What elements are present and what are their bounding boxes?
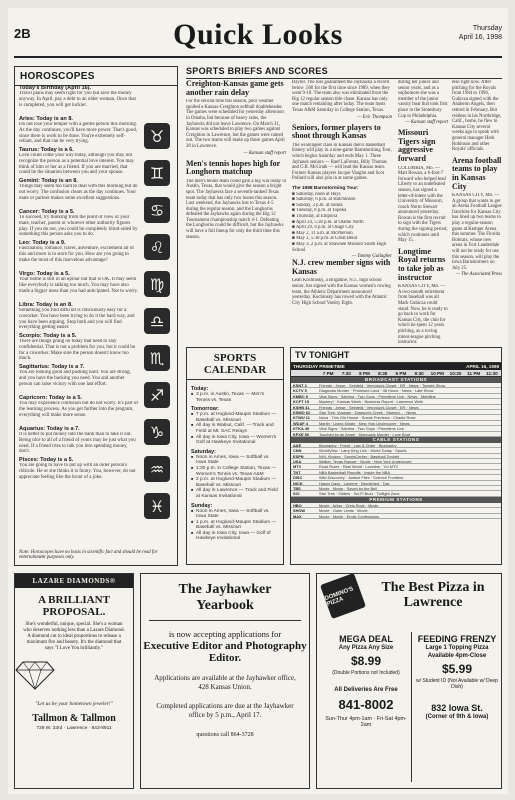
capricorn-icon: ♑: [144, 419, 170, 445]
story-byline: — Kansan staff report: [243, 150, 286, 156]
tv-section-broadcast: BROADCAST STATIONS: [291, 377, 501, 383]
tv-programs: Walker, Texas Ranger · Movie · New York Undercover: [319, 459, 412, 464]
horoscopes-note: Note: Horoscopes have no basis in scientific fact and should be read for entertainment purposes only.: [19, 549, 158, 561]
story-headline: Men's tennis hopes high for Longhorn matchup: [186, 158, 281, 177]
calendar-event: ■ 3 p.m. in Austin, Texas — Men's Tennis vs. Texas: [191, 392, 279, 403]
news-story: [292, 80, 392, 120]
calendar-event: ■ 7 p.m. at Hoglund-Maupin Stadium — Baseball vs. Missouri: [191, 412, 279, 423]
horoscope-text: You may experience confusion but do not worry. It's part of the learning process. As you get further into the program, everything will make more sense.: [19, 401, 139, 418]
news-story: [186, 80, 286, 156]
horoscope-entry: [19, 85, 139, 114]
horoscope-text: You are looking good and pushing hard. You are strong, and you have the backing you need. You and another person can raise victory with one last effort.: [19, 370, 131, 387]
calendar-day: Today:: [191, 386, 209, 392]
horoscope-text: Fascination, romance, travel, adventure, excitement all of this and more is in store for you. How are you going to make the most of this marvelous advantage?: [19, 246, 134, 263]
horoscope-sign: Aries: Today is an 8.: [19, 116, 73, 122]
page-number: 2B: [14, 26, 31, 41]
yearbook-line1: is now accepting applications for: [168, 629, 282, 639]
tv-time-slot: 7 PM: [322, 370, 334, 376]
issue-date-text: April 16, 1998: [458, 34, 502, 41]
issue-date: [459, 24, 502, 42]
taurus-icon: ♉: [144, 123, 170, 149]
calendar-event: ■ All day in Lawrence — Track and Field at Kansas Invitational: [191, 488, 279, 499]
gemini-icon: ♊: [144, 160, 170, 186]
tv-channel: CNN: [293, 448, 302, 453]
tv-programs: Biography · Poirot · Law & Order · Biography: [319, 442, 397, 448]
dominos-logo-icon: DOMINO'S PIZZA: [320, 573, 366, 619]
tv-programs: Wild Discovery · Justice Files · Science Frontiers: [319, 475, 404, 480]
news-story: [398, 80, 448, 125]
mega-deal-price: $8.99: [350, 654, 382, 668]
mega-deal-offer: [323, 634, 409, 728]
feeding-frenzy-title: FEEDING FRENZY: [417, 634, 497, 644]
barnstorming-schedule-title: The 1998 Barnstorming Tour:: [292, 185, 359, 191]
tv-section-premium: PREMIUM STATIONS: [291, 497, 501, 503]
schedule-item: ■ May 2, 5:30 p.m. at Great Bend: [292, 236, 357, 242]
tv-channel: KSNT 2: [293, 383, 307, 388]
tv-channel: KSMO 62: [293, 409, 311, 415]
horoscope-sign: Cancer: Today is a 5.: [19, 209, 75, 215]
calendar-event: ■ Noon in Ames, Iowa — Softball vs. Iowa State: [191, 455, 279, 466]
news-story: [398, 248, 448, 346]
pizza-address: 832 Iowa St.: [431, 702, 483, 713]
news-story: [186, 160, 286, 241]
tv-band: [291, 363, 501, 370]
story-text: The winningest class in Kansas men's basketball history will play in a nine-game Barnstorming Tour, which begins Saturday and ends May 1. Three Jayhawk seniors — Raef LaFrentz, Billy Thomas and C.B. McGrath — will lead the Kansas team. Former Kansas players Jacque Vaughn and Scot Pollard will also join in at some games.: [292, 142, 392, 182]
tv-broadcast-rows: [291, 383, 501, 437]
tv-section-cable: CABLE STATIONS: [291, 437, 501, 443]
tv-programs: Movie · Arliss · Chris Rock · Movie: [319, 502, 379, 508]
tv-channel: KSHB 41: [293, 404, 310, 409]
horoscope-sign: Today's Birthday (April 16).: [19, 85, 92, 91]
tv-channel: KCTV 5: [293, 388, 307, 393]
tv-title: TV TONIGHT: [291, 348, 501, 363]
story-headline: Longtime Royal returns to take job as instructor: [398, 246, 446, 282]
horoscope-text: It is better to put money into the bank than to take it out. Being nice to all of a friend of yours may be just what you need. If a friend tries to talk you into spending money, don't.: [19, 432, 136, 455]
story-text: during her junior and senior years, and as a sophomore she was a member of the junior varsity boat that took first place in the Stotesbury Cup in Philadelphia.: [398, 80, 448, 119]
lazare-address: 729 W. 23rd · Lawrence · 843-8911: [36, 726, 112, 731]
page-title: Quick Looks: [173, 18, 343, 51]
story-headline: Seniors, former players to shoot through Kansas: [292, 122, 381, 141]
tv-cable-rows: [291, 443, 501, 497]
tv-programs: NHL Hockey · SportsCenter · Baseball Tonight: [319, 453, 400, 459]
free-delivery: All Deliveries Are Free: [334, 687, 398, 694]
yearbook-questions: questions call 864-3728: [196, 732, 254, 738]
tv-channel: WDAF 4: [293, 420, 308, 426]
schedule-item: ■ Sunday, 3 p.m. at Salina: [292, 202, 343, 208]
calendar-event: ■ All day in Walnut, Calif. — Track and Field at Mt. SAC Relays: [191, 423, 279, 434]
horoscopes-title: HOROSCOPES: [15, 67, 177, 86]
horoscope-entry: [19, 457, 139, 486]
jayhawker-yearbook-ad: [140, 573, 310, 789]
tv-channel: HBO: [293, 502, 302, 508]
tv-programs: Diagnosis Murder · Promised Land · 48 Hours · News · Late Show: [319, 388, 434, 393]
pizza-divider: [411, 632, 412, 782]
tv-programs: Friends · Jesse · Seinfeld · Verónica's Closet · ER · News: [319, 404, 419, 409]
horoscopes-list: [19, 85, 139, 488]
story-byline: — Kansan staff report: [405, 120, 448, 126]
schedule-item: ■ May 3, 2 p.m. at Shawnee Mission South High School: [292, 242, 387, 253]
tv-programs: Movie · Movie · Erotic Confessions: [319, 513, 380, 518]
dominos-pizza-ad: [316, 573, 502, 789]
yearbook-subtitle: [141, 629, 309, 664]
horoscope-text: Things may seem too hard to deal with this morning but do not worry. The confusion clears as the day continues. Your mate or partner makes some excellent suggestions.: [19, 184, 138, 201]
lazare-store-name: Tallmon & Tallmon: [32, 713, 116, 724]
calendar-day: Sunday:: [191, 502, 213, 509]
lazare-tagline: "Let us be your hometown jeweler!": [35, 701, 113, 707]
cancer-icon: ♋: [144, 197, 170, 223]
story-headline: Creighton-Kansas game gets another rain delay: [186, 79, 284, 97]
tv-programs: Movie · Outer Limits · Movie: [319, 508, 368, 513]
tv-programs: NBA Basketball Playoffs · Inside the NBA: [319, 469, 391, 475]
horoscope-entry: [19, 147, 139, 176]
tv-band-left: THURSDAY PRIMETIME: [293, 364, 345, 369]
briefs-column-2: [292, 80, 392, 310]
schedule-item: ■ May 2, 11 a.m. at McPherson: [292, 230, 353, 236]
horoscope-sign: Leo: Today is a 9.: [19, 240, 66, 246]
calendar-day: Saturday:: [191, 448, 216, 455]
tv-channel: NICK: [293, 480, 303, 486]
pizza-hours: Sun-Thur 4pm-1am · Fri-Sat 4pm-2am: [325, 716, 407, 729]
tv-time-slot: 7:30: [341, 370, 351, 376]
story-text: KANSAS CITY, Mo. — A group that wants to get an Arena Football League franchise for Kansas City has lined up two teams to play a regular-season game at Kemper Arena this summer. The Florida Bobcats, whose new arena in Fort Lauderdale will not be ready for use this season, will play the Iowa Barnstormers on July 25.: [452, 193, 502, 271]
tv-time-slot: 10 PM: [430, 370, 444, 376]
story-text: Baylor. The loss guaranteed the Jayhawks a record below .500 for the first time since 1989, when they went 9-18. The team also was eliminated from the Big 12 regular season title chase. Kansas has only one match remaining after today. The team hosts Texas A&M Saturday in College Station, Texas.: [292, 80, 390, 113]
tv-programs: Nova · This Old House · Sneak Previews · Charlie Rose: [319, 415, 416, 420]
tv-channel: A&E: [293, 442, 302, 448]
tv-programs: Martin · Living Single · New York Undercover · News: [319, 420, 410, 426]
story-text: Leah Kochinsky, a Brigatine, N.J., high school senior, has signed with the Kansas women's rowing team, the Athletic Department announced yesterday. Kochinsky has rowed with the Atlantic City High School Varsity Eight.: [292, 278, 391, 306]
horoscope-sign: Gemini: Today is an 8.: [19, 178, 78, 184]
horoscope-entry: [19, 240, 139, 269]
tv-channel: KTKA 49: [293, 426, 310, 431]
tv-programs: Happy Days · Laverne · Bewitched · Taxi: [319, 480, 390, 486]
mega-deal-note: (Double Portions not Included): [332, 670, 400, 676]
barnstorming-schedule: [292, 192, 392, 254]
tv-programs: WorldView · Larry King Live · World Today · Sports: [319, 448, 407, 453]
tv-channel: KCPT 19: [293, 399, 309, 404]
leo-icon: ♌: [144, 234, 170, 260]
tv-channel: KTWU 11: [293, 415, 310, 420]
tv-programs: Friends · Jesse · Seinfeld · Verónica's Closet · ER · News · Tonight Show: [319, 383, 446, 388]
story-byline: — Eric Thompson: [357, 114, 392, 120]
horoscope-text: There are things going on today that need to stay confidential. That is not a problem for you, but it could be for a coworker. Make sure the person doesn't know too much.: [19, 339, 136, 362]
schedule-item: ■ April 29, 8 p.m. at Osage City: [292, 225, 354, 231]
tv-time-slot: 9 PM: [395, 370, 407, 376]
yearbook-deadline: Completed applications are due at the Jayhawker office by 5 p.m., April 17.: [156, 702, 294, 719]
sagittarius-icon: ♐: [144, 382, 170, 408]
tv-channel: MAX: [293, 513, 302, 518]
horoscope-entry: [19, 178, 139, 207]
pizza-header: [317, 574, 502, 626]
tv-time-row: [291, 370, 501, 377]
horoscope-sign: Virgo: Today is a 5.: [19, 271, 70, 277]
story-text: COLUMBIA, Mo. — Matt Rowan, a 6-foot-7 forward who helped lead Liberty to an undefeated season, has signed a letter-of-intent with the University of Missouri, coach Norm Stewart announced yesterday. Rowan is the first recruit to sign with the Tigers during the signing period, which continues until May 15.: [398, 165, 448, 244]
zodiac-icons: [141, 123, 173, 530]
story-text: else right now. After pitching for the Royals from 1984 to 1996, Gubicza signed with the Anaheim Angels, then retired in February. But restless in his Northridge, Calif., home, he flew to Kansas City several weeks ago to speak with general manager Herk Robinson and other Royals' officials.: [452, 80, 502, 153]
news-story: [292, 259, 392, 306]
tv-programs: Star Trek: Voyager · Dawson's Creek · Married... · News: [319, 409, 416, 415]
story-byline: — Tommy Gallagher: [351, 254, 392, 260]
story-byline: — The Associated Press: [455, 272, 502, 278]
lazare-body: She's wonderful, unique, special. She's a woman who deserves nothing less than a Lazare Diamond. A diamond cut to ideal proportions to release a maximum fire and beauty. It's the diamond that says "I Love You brilliantly.": [23, 622, 125, 651]
horoscope-entry: [19, 426, 139, 455]
schedule-item: ■ Thursday, at Emporia: [292, 214, 338, 220]
virgo-icon: ♍: [144, 271, 170, 297]
schedule-item: ■ Tuesday, 8 p.m. at Topeka: [292, 208, 347, 214]
tv-band-right: APRIL 16, 1998: [466, 364, 499, 369]
calendar-event: ■ 1 p.m. at Hoglund-Maupin Stadium — Baseball vs. Missouri: [191, 520, 279, 531]
masthead: [14, 14, 502, 58]
tv-programs: Touched by an Angel · Diagnosis Murder · Love Boat: [319, 431, 411, 436]
lazare-headline: A BRILLIANT PROPOSAL.: [38, 594, 110, 618]
yearbook-title: The Jayhawker Yearbook: [149, 574, 301, 621]
tv-channel: USA: [293, 459, 302, 464]
calendar-list: [187, 380, 283, 545]
tv-channel: TBS: [293, 486, 301, 491]
horoscope-sign: Scorpio: Today is a 5.: [19, 333, 77, 339]
libra-icon: ♎: [144, 308, 170, 334]
tv-programs: Mystery! · Kansas Week · Business Report · Lawrence Welk: [319, 399, 424, 404]
horoscope-text: Travel plans may seem right for you but save the money anyway. In April, pay a debt to an older woman. Once that is completed, you will get luckier.: [19, 91, 136, 108]
newspaper-page: [8, 8, 508, 794]
lazare-brand: LAZARE DIAMONDS®: [15, 574, 133, 588]
tv-channel: SHOW: [293, 508, 306, 513]
calendar-event: ■ All day in Iowa City, Iowa — Golf of Hawkeye Invitational: [191, 531, 279, 542]
schedule-item: ■ Saturday, noon at Hays: [292, 191, 341, 197]
horoscopes-box: [14, 66, 178, 566]
horoscope-sign: Pisces: Today is a 5.: [19, 457, 74, 463]
diamond-icon: [15, 660, 55, 690]
lazare-diamonds-ad: [14, 573, 134, 789]
horoscope-entry: [19, 209, 139, 238]
aquarius-icon: ♒: [144, 456, 170, 482]
pizza-phone: 841-8002: [338, 697, 394, 713]
horoscope-entry: [19, 333, 139, 362]
tv-channel: MTV: [293, 464, 302, 469]
story-headline: Missouri Tigers sign aggressive forward: [398, 128, 436, 163]
tv-tonight-grid: [290, 347, 502, 565]
tv-time-slot: 8:30: [378, 370, 388, 376]
story-headline: N.J. crew member signs with Kansas: [292, 258, 391, 276]
horoscope-text: Love could come your way today, although you may not recognize the person as a potential love interest. You may think of him or her as a friend. If you are married, that could be the situation between you and your spouse.: [19, 153, 135, 176]
story-headline: Arena football teams to play in Kansas City: [452, 155, 502, 191]
feeding-frenzy-offer: [415, 634, 499, 721]
sports-calendar: [186, 347, 284, 565]
horoscope-entry: [19, 302, 139, 331]
horoscope-text: Something you find difficult is ridiculously easy for a coworker. You have been trying to do it the hard way, and you have been arguing. Stop both and you will find everything getting easier.: [19, 308, 135, 331]
news-story: [452, 157, 502, 278]
tv-time-slot: 10:30: [449, 370, 462, 376]
horoscope-sign: Aquarius: Today is a 7.: [19, 426, 80, 432]
tv-channel: ESPN: [293, 453, 304, 459]
horoscope-text: You are going to have to put up with an older person's ridicule. He or she thinks it is funny. You, however, do not appreciate feeling like the brunt of a joke.: [19, 463, 136, 480]
tv-channel: TNT: [293, 469, 301, 475]
yearbook-line2: Executive Editor and Photography Editor.: [143, 640, 307, 664]
horoscope-sign: Sagittarius: Today is a 7.: [19, 364, 85, 370]
tv-programs: Star Trek · Sliders · Sci-Fi Buzz · Twilight Zone: [319, 491, 400, 496]
issue-day: Thursday: [472, 25, 502, 32]
tv-programs: Vital Signs · Sabrina · Two Guys · Primetime Live · News · Nightline: [319, 393, 436, 399]
yearbook-applications: Applications are available at the Jayhawker office, 428 Kansas Union.: [154, 674, 296, 691]
tv-time-slot: 11:30: [486, 370, 498, 376]
calendar-event: ■ Noon in Ames, Iowa — Softball vs. Iowa State: [191, 509, 279, 520]
calendar-title: SPORTS CALENDAR: [187, 348, 283, 380]
tv-channel: KMBC 9: [293, 393, 308, 399]
horoscope-sign: Capricorn: Today is a 5.: [19, 395, 82, 401]
news-story: [292, 124, 392, 182]
schedule-item: ■ April 24, 5:30 p.m. at Olathe North: [292, 219, 364, 225]
tv-time-slot: 11 PM: [467, 370, 481, 376]
feeding-frenzy-note: w/ Student ID (Not Available w/ Deep Dish): [416, 678, 498, 691]
horoscope-entry: [19, 364, 139, 393]
pizza-title: The Best Pizza in Lawrence: [381, 580, 485, 610]
calendar-day: Tomorrow:: [191, 406, 219, 413]
story-text: For the second time this season, poor weather spoiled a Kansas-Creighton softball doubleheader. The games were scheduled for yesterday afternoon in Omaha, but because of heavy rains, the Jayhawks did not leave Lawrence. On March 31, Kansas was scheduled to play two games against Creighton in Lawrence, but the games were rained out. The two teams will make up those games April 28 in Lawrence.: [186, 99, 285, 149]
mega-deal-line: Any Pizza Any Size: [338, 645, 394, 651]
horoscope-text: Your home is still in an uproar but that is OK. It may seem like everybody is talking too much. You may have also made a bigger mess than you had anticipated. Not to worry.: [19, 277, 139, 294]
tv-channel: KPXE 50: [293, 431, 310, 436]
horoscope-entry: [19, 271, 139, 300]
tv-premium-rows: [291, 503, 501, 519]
calendar-event: ■ 2 p.m. at Hoglund-Maupin Stadium — Baseball vs. Missouri: [191, 477, 279, 488]
tv-channel: DISC: [293, 475, 303, 480]
tv-programs: Vital Signs · Sabrina · Two Guys · Primetime Live: [319, 426, 405, 431]
story-text: The men's tennis team could gain a big win today in Austin, Texas, that would give the season a bright spot. The Jayhawks face a seventh-ranked Texas team today that has only two losses this season. Last weekend, the Jayhawks lost to Texas 4-5 during the regular season, and the Longhorns defeated the Jayhawks again during the Big 12 Tournament championship match 4-1. Defeating the Longhorns could be difficult, but the Jayhawks will have a full lineup for only the third time this season.: [186, 178, 286, 240]
news-story: [398, 129, 448, 244]
tv-listing-row: [291, 514, 501, 519]
calendar-event: ■ 1:30 p.m. in College Station, Texas — Women's Tennis vs. Texas A&M: [191, 466, 279, 477]
tv-programs: Road Rules · Real World · Loveline · Yo! MTV: [319, 464, 399, 469]
sports-briefs-title: SPORTS BRIEFS AND SCORES: [186, 66, 502, 79]
story-text: KANSAS CITY, Mo. — A two-month retirement from baseball was all Mark Gubicza could stand. Now, he is ready to go back to work for Kansas City, the club for which he spent 12 years pitching, as a roving minor-league pitching instructor.: [398, 284, 448, 346]
tv-channel: SCI: [293, 491, 300, 496]
horoscope-sign: Libra: Today is an 8.: [19, 302, 73, 308]
tv-time-slot: 9:30: [414, 370, 424, 376]
tv-time-slot: 8 PM: [359, 370, 370, 376]
scorpio-icon: ♏: [144, 345, 170, 371]
feeding-frenzy-line: Large 1 Topping Pizza Available 4pm-Close: [425, 645, 489, 659]
horoscope-text: To succeed, try thinking from the point of view of your mate, teacher, parent or whoever other authority figures play. If you do not, you could be completely blind-sided by something this person asks you to do.: [19, 215, 138, 238]
pizza-address-note: (Corner of 9th & Iowa): [425, 713, 489, 720]
schedule-item: ■ Saturday, 6 p.m. at Hutchinson: [292, 197, 356, 203]
tv-programs: Movie · Movie · Saved by the Bell: [319, 486, 377, 491]
feeding-frenzy-price: $5.99: [441, 662, 473, 676]
calendar-event: ■ All day in Iowa City, Iowa — Women's Golf at Hawkeye Invitational: [191, 435, 279, 446]
briefs-column-1: [186, 80, 286, 244]
pisces-icon: ♓: [144, 493, 170, 519]
horoscope-entry: [19, 116, 139, 145]
news-story: [452, 80, 502, 153]
horoscope-entry: [19, 395, 139, 424]
horoscope-text: Do not lose your temper with a gentle person this morning. As the day continues, you'll have more power. That's good, since there is work to be done. You're extremely self-reliant, and that can be very trying.: [19, 122, 138, 145]
mega-deal-title: MEGA DEAL: [339, 634, 393, 644]
horoscope-sign: Taurus: Today is a 6.: [19, 147, 74, 153]
